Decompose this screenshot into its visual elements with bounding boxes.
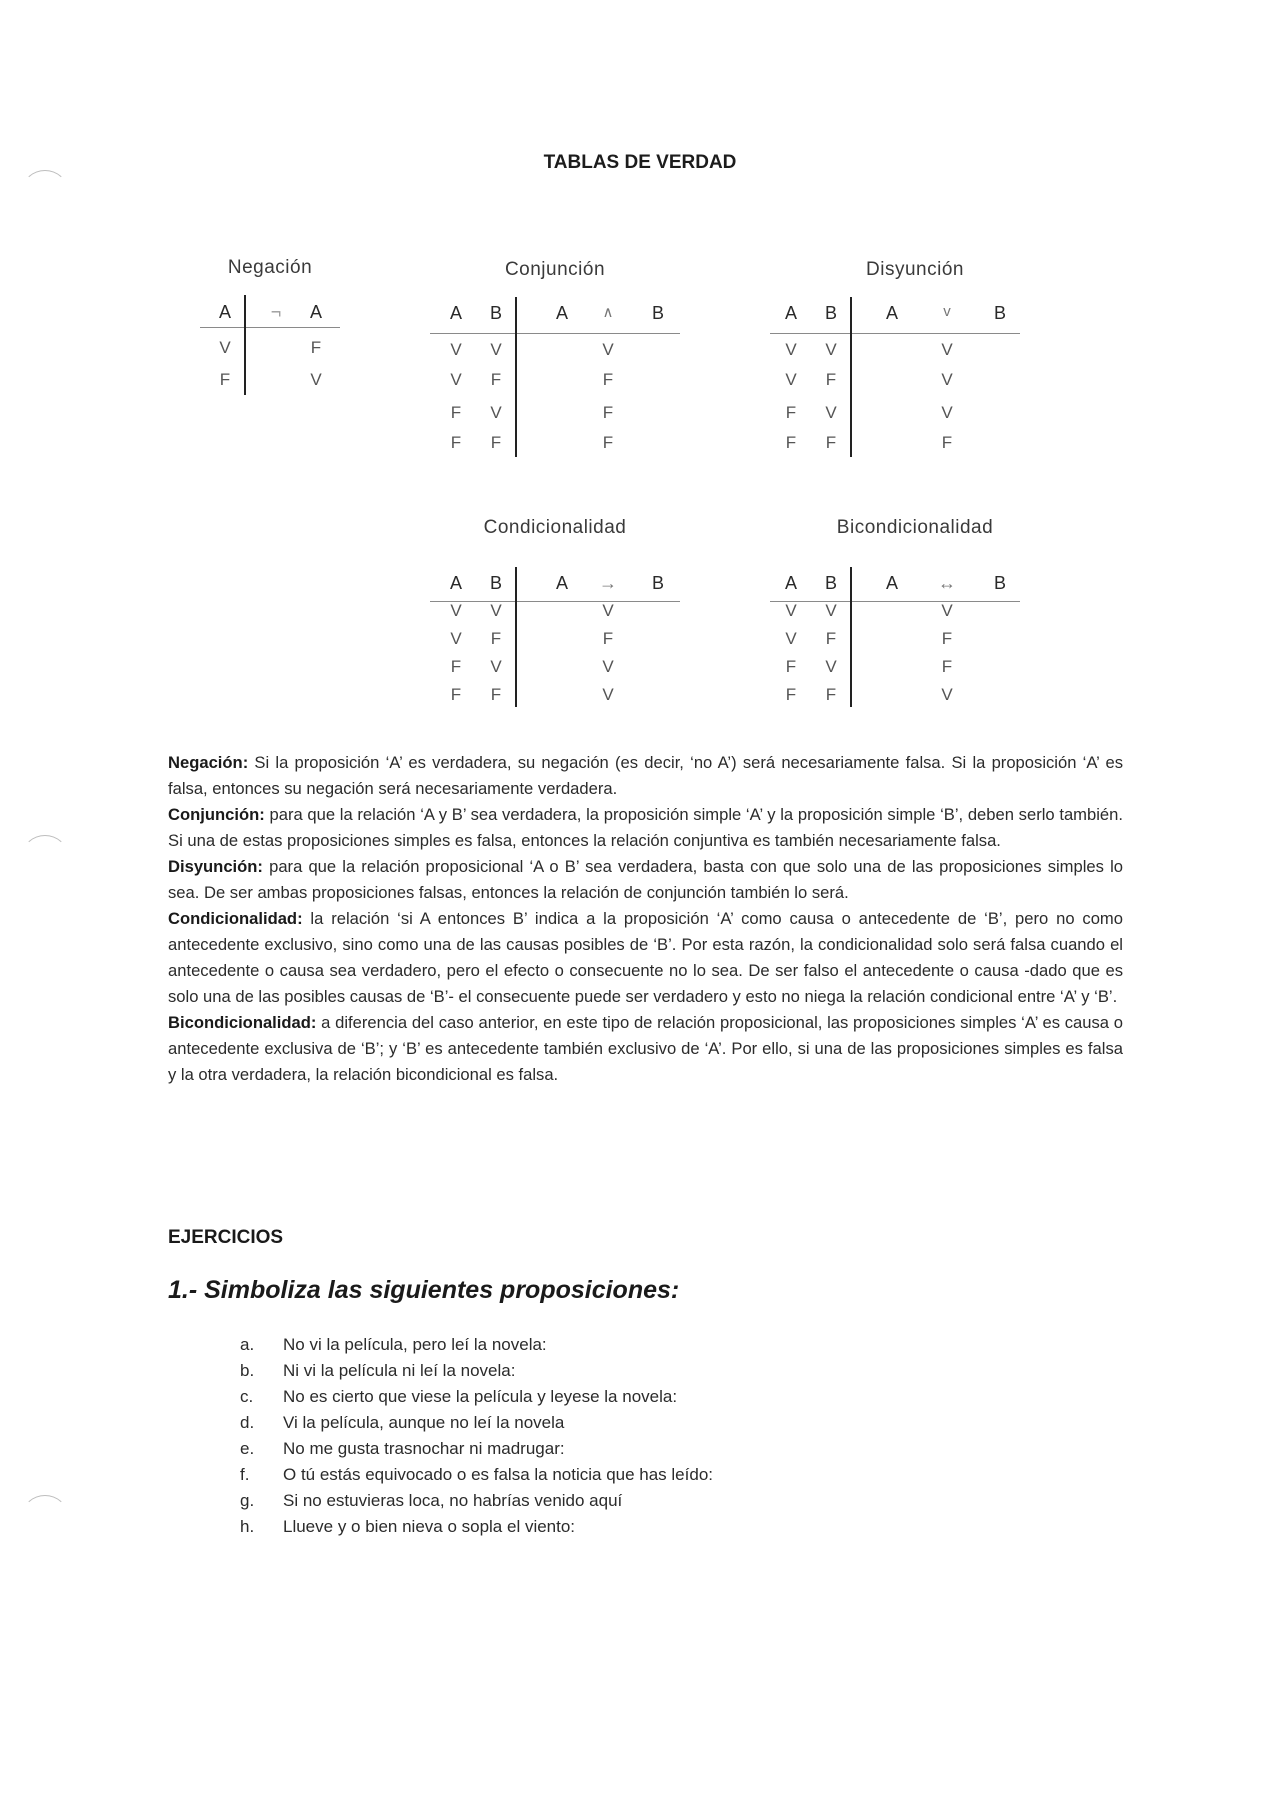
- table-cell: V: [941, 340, 953, 359]
- table-header-cell: A: [449, 573, 463, 593]
- table-cell: F: [450, 685, 462, 704]
- table-header-cell: ¬: [270, 302, 282, 322]
- table-title-conjuncion: Conjunción: [504, 259, 606, 280]
- definition-text: para que la relación proposicional ‘A o B’ sea verdadera, basta con que solo una de las proposiciones simples lo sea. De ser ambas proposiciones falsas, entonces la relación de conjunción también lo será.: [168, 857, 1123, 902]
- list-item: [240, 1361, 713, 1387]
- page-title: TABLAS DE VERDAD: [543, 152, 737, 173]
- table-cell: F: [602, 403, 614, 422]
- table-cell: F: [310, 338, 322, 357]
- table-header-cell: A: [784, 573, 798, 593]
- table-cell: F: [450, 433, 462, 452]
- table-cell: V: [785, 629, 797, 648]
- table-title-disyuncion: Disyunción: [866, 259, 964, 280]
- table-cell: F: [785, 657, 797, 676]
- definition-term: Bicondicionalidad:: [168, 1013, 317, 1032]
- table-cell: V: [310, 370, 322, 389]
- definition-term: Condicionalidad:: [168, 909, 303, 928]
- list-item: [240, 1491, 713, 1517]
- table-cell: V: [941, 685, 953, 704]
- item-text: No vi la película, pero leí la novela:: [283, 1335, 547, 1354]
- item-letter: h.: [240, 1517, 255, 1536]
- definitions: [168, 750, 1123, 1088]
- item-text: No es cierto que viese la película y leyese la novela:: [283, 1387, 678, 1406]
- exercise-list: [240, 1335, 713, 1543]
- table-header-cell: B: [993, 573, 1007, 593]
- definition-text: a diferencia del caso anterior, en este tipo de relación proposicional, las proposiciones simples ‘A’ es causa o antecedente exclusiva de ‘B’; y ‘B’ es antecedente también exclusivo de ‘A’. Por ello, si una de las proposiciones simples es falsa y la otra verdadera, la relación bicondicional es falsa.: [168, 1013, 1123, 1084]
- list-item: [240, 1517, 713, 1543]
- exercise-title: 1.- Simboliza las siguientes proposiciones:: [168, 1276, 680, 1304]
- table-cell: V: [825, 657, 837, 676]
- table-cell: F: [450, 403, 462, 422]
- table-cell: V: [602, 340, 614, 359]
- item-text: Ni vi la película ni leí la novela:: [283, 1361, 516, 1380]
- item-text: No me gusta trasnochar ni madrugar:: [283, 1439, 565, 1458]
- item-text: Llueve y o bien nieva o sopla el viento:: [283, 1517, 576, 1536]
- item-letter: b.: [240, 1361, 255, 1380]
- margin-mark: [22, 835, 68, 877]
- item-letter: g.: [240, 1491, 255, 1510]
- table-header-cell: B: [651, 303, 665, 323]
- table-cell: V: [450, 370, 462, 389]
- table-cell: F: [602, 433, 614, 452]
- table-title-negacion: Negación: [227, 257, 313, 278]
- table-cell: F: [490, 370, 502, 389]
- table-cell: V: [490, 403, 502, 422]
- table-cell: F: [219, 370, 231, 389]
- table-cell: V: [785, 340, 797, 359]
- table-cell: F: [602, 370, 614, 389]
- table-cell: V: [602, 601, 614, 620]
- table-cell: V: [450, 629, 462, 648]
- item-text: Si no estuvieras loca, no habrías venido aquí: [283, 1491, 623, 1510]
- table-divider: [850, 567, 852, 707]
- table-header-cell: A: [555, 303, 569, 323]
- list-item: [240, 1335, 713, 1361]
- definition-negacion: [168, 750, 1123, 802]
- table-header-cell: A: [218, 302, 232, 322]
- table-cell: V: [450, 601, 462, 620]
- table-cell: V: [785, 601, 797, 620]
- table-cell: V: [490, 657, 502, 676]
- table-cell: V: [825, 403, 837, 422]
- table-cell: F: [450, 657, 462, 676]
- table-cell: F: [825, 629, 837, 648]
- table-header-cell: A: [784, 303, 798, 323]
- item-letter: a.: [240, 1335, 255, 1354]
- list-item: [240, 1439, 713, 1465]
- table-cell: F: [941, 657, 953, 676]
- table-cell: F: [490, 629, 502, 648]
- definition-bicondicionalidad: [168, 1010, 1123, 1088]
- definition-term: Negación:: [168, 753, 249, 772]
- table-cell: V: [825, 340, 837, 359]
- table-cell: F: [490, 433, 502, 452]
- table-cell: F: [941, 629, 953, 648]
- table-cell: V: [785, 370, 797, 389]
- table-cell: F: [785, 685, 797, 704]
- table-cell: F: [602, 629, 614, 648]
- table-cell: V: [941, 601, 953, 620]
- list-item: [240, 1387, 713, 1413]
- definition-text: Si la proposición ‘A’ es verdadera, su negación (es decir, ‘no A’) será necesariamente falsa. Si la proposición ‘A’ es falsa, entonces su negación será necesariamente verdadera.: [168, 753, 1123, 798]
- table-cell: V: [941, 370, 953, 389]
- section-heading: EJERCICIOS: [168, 1227, 284, 1248]
- table-cell: F: [785, 403, 797, 422]
- table-cell: F: [490, 685, 502, 704]
- table-title-condicionalidad: Condicionalidad: [483, 517, 627, 538]
- item-letter: f.: [240, 1465, 250, 1484]
- margin-mark: [22, 1495, 68, 1537]
- table-header-cell: A: [885, 573, 899, 593]
- table-cell: V: [490, 601, 502, 620]
- table-divider: [850, 297, 852, 457]
- list-item: [240, 1413, 713, 1439]
- table-divider: [515, 297, 517, 457]
- item-text: Vi la película, aunque no leí la novela: [283, 1413, 565, 1432]
- table-header-cell: B: [489, 573, 503, 593]
- table-header-cell: A: [555, 573, 569, 593]
- table-divider: [515, 567, 517, 707]
- table-header-cell: B: [824, 303, 838, 323]
- table-cell: F: [941, 433, 953, 452]
- table-header-cell: B: [651, 573, 665, 593]
- item-letter: e.: [240, 1439, 255, 1458]
- definition-text: la relación ‘si A entonces B’ indica a la proposición ‘A’ como causa o antecedente de ‘B’, pero no como antecedente exclusivo, sino como una de las causas posibles de ‘B’. Por esta razón, la condicionalidad solo será falsa cuando el antecedente o causa sea verdadero, pero el efecto o consecuente no lo sea. De ser falso el antecedente o causa -dado que es solo una de las posibles causas de ‘B’- el consecuente puede ser verdadero y esto no niega la relación condicional entre ‘A’ y ‘B’.: [168, 909, 1123, 1006]
- table-header-cell: B: [824, 573, 838, 593]
- item-letter: d.: [240, 1413, 255, 1432]
- item-letter: c.: [240, 1387, 254, 1406]
- definition-term: Disyunción:: [168, 857, 263, 876]
- table-cell: V: [490, 340, 502, 359]
- definition-condicionalidad: [168, 906, 1123, 1010]
- table-cell: F: [825, 370, 837, 389]
- table-header-cell: →: [599, 573, 617, 593]
- list-item: [240, 1465, 713, 1491]
- table-header-cell: A: [885, 303, 899, 323]
- table-divider: [244, 295, 246, 395]
- table-header-cell: A: [309, 302, 323, 322]
- table-header-cell: ∧: [602, 304, 614, 321]
- table-header-cell: B: [993, 303, 1007, 323]
- table-header-cell: B: [489, 303, 503, 323]
- table-cell: V: [602, 685, 614, 704]
- definition-conjuncion: [168, 802, 1123, 854]
- margin-mark: [22, 170, 68, 212]
- table-cell: F: [825, 433, 837, 452]
- table-title-bicondicionalidad: Bicondicionalidad: [836, 517, 994, 538]
- table-cell: V: [450, 340, 462, 359]
- table-header-cell: A: [449, 303, 463, 323]
- table-cell: F: [825, 685, 837, 704]
- table-cell: V: [825, 601, 837, 620]
- table-header-cell: ↔: [938, 573, 956, 593]
- item-text: O tú estás equivocado o es falsa la noticia que has leído:: [283, 1465, 713, 1484]
- table-cell: V: [941, 403, 953, 422]
- table-cell: F: [785, 433, 797, 452]
- table-cell: V: [219, 338, 231, 357]
- definition-disyuncion: [168, 854, 1123, 906]
- definition-term: Conjunción:: [168, 805, 265, 824]
- table-header-cell: v: [943, 303, 951, 320]
- definition-text: para que la relación ‘A y B’ sea verdadera, la proposición simple ‘A’ y la proposición simple ‘B’, deben serlo también. Si una de estas proposiciones simples es falsa, entonces la relación conjuntiva es también necesariamente falsa.: [168, 805, 1123, 850]
- table-cell: V: [602, 657, 614, 676]
